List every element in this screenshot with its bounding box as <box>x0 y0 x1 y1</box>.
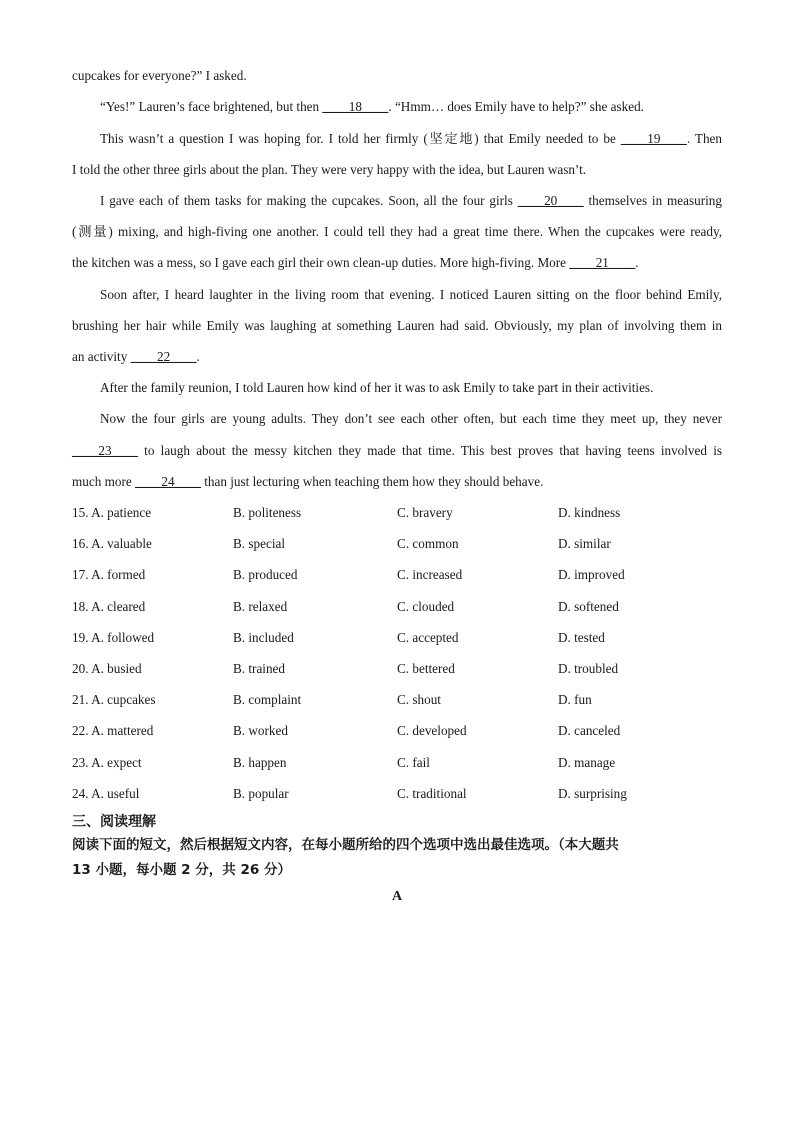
option-c: C. clouded <box>397 599 455 614</box>
passage-line <box>100 410 722 428</box>
blank-19: ____19____ <box>620 131 687 146</box>
text: . “Hmm… does Emily have to help?” she asked. <box>388 99 644 114</box>
option-d: D. kindness <box>558 505 621 520</box>
passage-line <box>72 223 722 241</box>
passage-line <box>100 98 722 116</box>
option-a: 20. A. busied <box>72 661 142 676</box>
text: I gave each of them tasks for making the cupcakes. Soon, all the four girls <box>100 193 518 208</box>
question-24-options <box>72 785 722 803</box>
text: brushing her hair while Emily was laughing at something Lauren had said. Obviously, my plan of involving them in <box>72 318 722 333</box>
option-a: 16. A. valuable <box>72 536 152 551</box>
passage-line <box>72 254 722 272</box>
option-c: C. developed <box>397 723 467 738</box>
option-d: D. improved <box>558 567 625 582</box>
passage-line <box>100 192 722 210</box>
blank-24: ____24____ <box>135 474 201 489</box>
option-d: D. softened <box>558 599 619 614</box>
passage-line <box>72 67 722 85</box>
option-b: B. worked <box>233 723 288 738</box>
text: This wasn’t a question I was hoping for. I told her firmly (坚定地) that Emily needed to be <box>100 131 621 146</box>
blank-18: ____18____ <box>322 99 389 114</box>
option-a: 24. A. useful <box>72 786 140 801</box>
option-a: 22. A. mattered <box>72 723 154 738</box>
question-22-options <box>72 722 722 740</box>
option-b: B. popular <box>233 786 289 801</box>
passage-line <box>72 161 722 179</box>
option-b: B. produced <box>233 567 298 582</box>
text: (测量) mixing, and high-fiving one another. I could tell they had a great time there. When the cupcakes were ready, <box>72 224 722 239</box>
option-a: 19. A. followed <box>72 630 155 645</box>
passage-label: A <box>391 889 403 904</box>
blank-23: ____23____ <box>72 443 138 458</box>
question-23-options <box>72 754 722 772</box>
text: Soon after, I heard laughter in the living room that evening. I noticed Lauren sitting on the floor behind Emily, <box>100 287 722 302</box>
option-d: D. manage <box>558 755 616 770</box>
option-c: C. common <box>397 536 459 551</box>
blank-21: ____21____ <box>569 255 636 270</box>
text: than just lecturing when teaching them how they should behave. <box>200 474 544 489</box>
option-c: C. bravery <box>397 505 453 520</box>
question-16-options <box>72 535 722 553</box>
option-a: 23. A. expect <box>72 755 142 770</box>
text: “Yes!” Lauren’s face brightened, but then <box>100 99 323 114</box>
question-17-options <box>72 566 722 584</box>
text: cupcakes for everyone?” I asked. <box>72 68 247 83</box>
question-19-options <box>72 629 722 647</box>
text: . <box>196 349 200 364</box>
option-b: B. special <box>233 536 286 551</box>
option-a: 21. A. cupcakes <box>72 692 156 707</box>
passage-line <box>72 442 722 460</box>
option-b: B. happen <box>233 755 287 770</box>
passage-line <box>72 473 722 491</box>
option-d: D. canceled <box>558 723 621 738</box>
option-d: D. tested <box>558 630 605 645</box>
option-b: B. politeness <box>233 505 302 520</box>
passage-line <box>100 130 722 148</box>
text: After the family reunion, I told Lauren how kind of her it was to ask Emily to take part in their activities. <box>100 380 654 395</box>
question-21-options <box>72 691 722 709</box>
question-18-options <box>72 598 722 616</box>
option-c: C. fail <box>397 755 430 770</box>
text: . <box>635 255 639 270</box>
passage-line <box>100 286 722 304</box>
section-instruction <box>72 835 722 880</box>
option-c: C. bettered <box>397 661 455 676</box>
option-c: C. increased <box>397 567 463 582</box>
option-b: B. included <box>233 630 294 645</box>
question-20-options <box>72 660 722 678</box>
option-d: D. surprising <box>558 786 627 801</box>
text: to laugh about the messy kitchen they made that time. This best proves that having teens involved is <box>137 443 722 458</box>
option-c: C. shout <box>397 692 441 707</box>
option-d: D. fun <box>558 692 592 707</box>
option-c: C. accepted <box>397 630 459 645</box>
text: themselves in measuring <box>583 193 722 208</box>
section-heading: 三、阅读理解 <box>72 814 156 830</box>
instruction-line-2: 13 小题，每小题 2 分，共 26 分） <box>72 862 291 878</box>
text: the kitchen was a mess, so I gave each girl their own clean-up duties. More high-fiving. More <box>72 255 570 270</box>
passage-line <box>72 348 722 366</box>
passage-line <box>100 379 722 397</box>
option-b: B. complaint <box>233 692 302 707</box>
option-a: 15. A. patience <box>72 505 152 520</box>
instruction-line-1: 阅读下面的短文，然后根据短文内容，在每小题所给的四个选项中选出最佳选项。（本大题共 <box>72 837 619 853</box>
text: an activity <box>72 349 131 364</box>
option-a: 17. A. formed <box>72 567 146 582</box>
option-b: B. relaxed <box>233 599 288 614</box>
text: much more <box>72 474 135 489</box>
option-d: D. similar <box>558 536 611 551</box>
blank-20: ____20____ <box>517 193 584 208</box>
option-a: 18. A. cleared <box>72 599 146 614</box>
option-b: B. trained <box>233 661 286 676</box>
blank-22: ____22____ <box>130 349 197 364</box>
option-c: C. traditional <box>397 786 467 801</box>
text: I told the other three girls about the plan. They were very happy with the idea, but Lauren wasn’t. <box>72 162 587 177</box>
passage-line <box>72 317 722 335</box>
text: . Then <box>686 131 722 146</box>
text: Now the four girls are young adults. They don’t see each other often, but each time they meet up, they never <box>100 411 722 426</box>
option-d: D. troubled <box>558 661 619 676</box>
question-15-options <box>72 504 722 522</box>
